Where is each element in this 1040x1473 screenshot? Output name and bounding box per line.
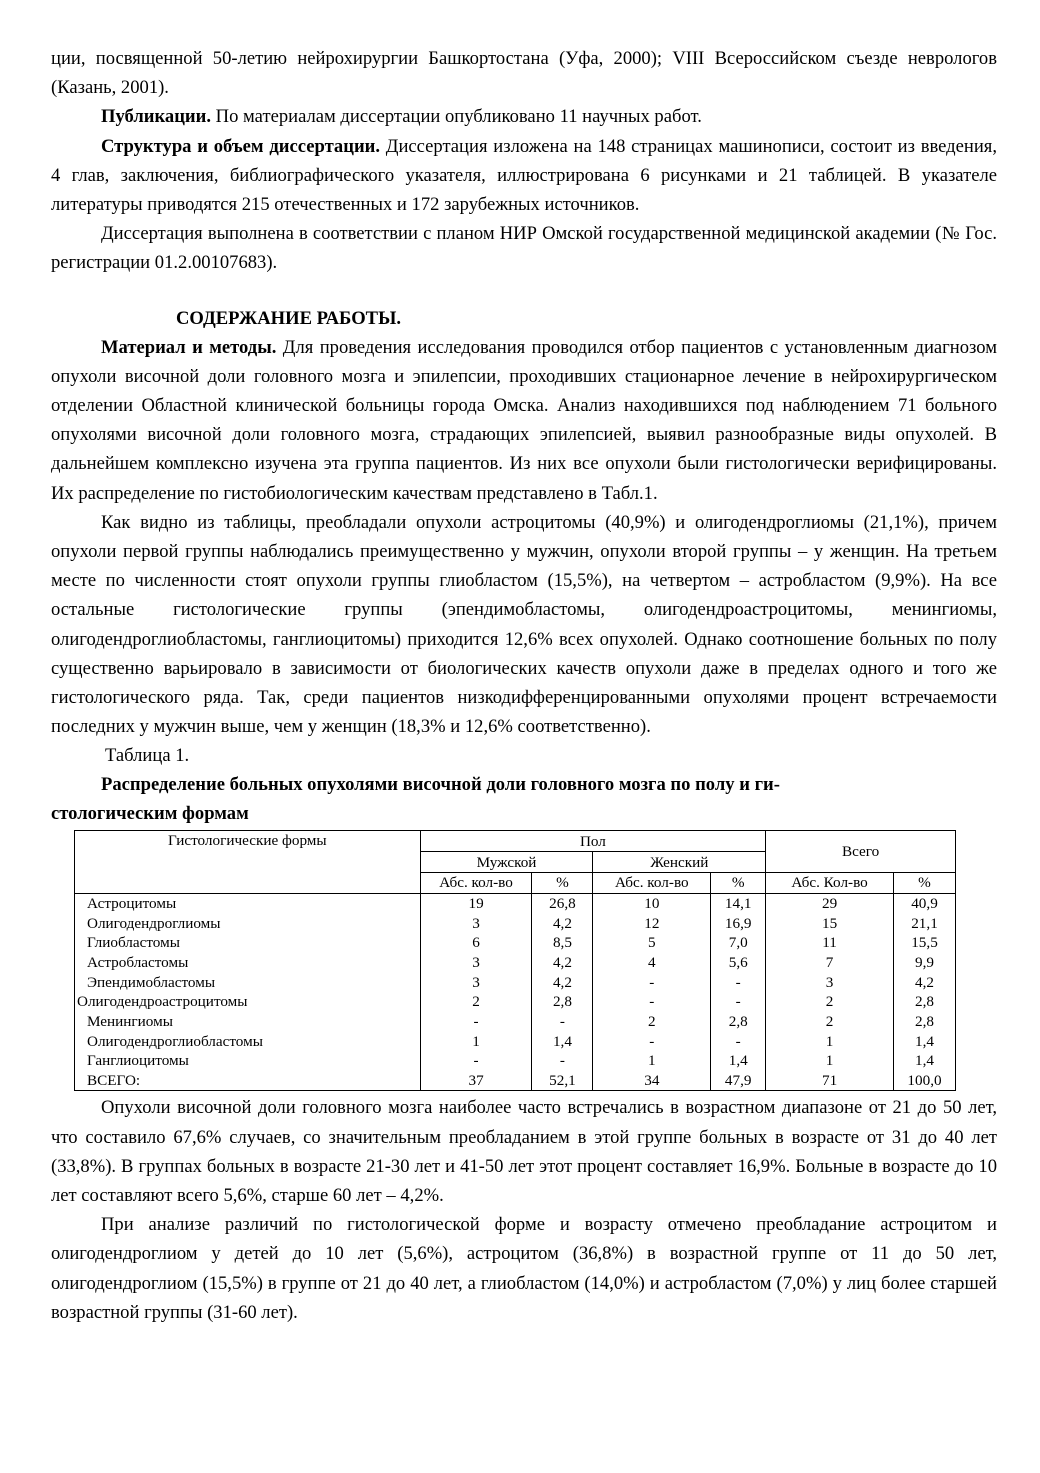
cell-total-pct: 40,9	[893, 893, 955, 913]
table-row	[75, 1012, 956, 1032]
cell-female-pct: -	[711, 1031, 766, 1051]
cell-total-pct: 100,0	[893, 1071, 955, 1091]
table-body	[75, 893, 956, 1091]
cell-male-abs: 3	[420, 913, 532, 933]
cell-female-pct: 1,4	[711, 1051, 766, 1071]
cell-total-abs: 3	[766, 972, 894, 992]
cell-male-abs: 2	[420, 992, 532, 1012]
document-page	[51, 44, 997, 1327]
cell-female-pct: 2,8	[711, 1012, 766, 1032]
cell-total-abs: 2	[766, 1012, 894, 1032]
cell-total-abs: 2	[766, 992, 894, 1012]
cell-male-pct: 2,8	[532, 992, 593, 1012]
cell-male-pct: -	[532, 1012, 593, 1032]
structure-heading: Структура и объем диссертации.	[101, 135, 381, 157]
header-female-abs: Абс. кол-во	[593, 872, 711, 893]
cell-female-pct: 7,0	[711, 933, 766, 953]
cell-female-abs: 34	[593, 1071, 711, 1091]
cell-female-pct: -	[711, 972, 766, 992]
cell-total-pct: 15,5	[893, 933, 955, 953]
table-title-line2: стологическим формам	[51, 803, 249, 825]
header-total: Всего	[766, 831, 956, 872]
cell-male-abs: 6	[420, 933, 532, 953]
cell-form-name: Ганглиоцитомы	[75, 1051, 421, 1071]
cell-total-abs: 15	[766, 913, 894, 933]
cell-male-pct: 4,2	[532, 953, 593, 973]
cell-female-abs: 1	[593, 1051, 711, 1071]
cell-form-name: Астробластомы	[75, 953, 421, 973]
cell-female-abs: 12	[593, 913, 711, 933]
table-row	[75, 1031, 956, 1051]
header-female-pct: %	[711, 872, 766, 893]
cell-female-pct: 14,1	[711, 893, 766, 913]
header-histological-forms: Гистологические формы	[75, 831, 421, 893]
cell-male-pct: 26,8	[532, 893, 593, 913]
cell-form-name: Астроцитомы	[75, 893, 421, 913]
table-label: Таблица 1.	[105, 745, 190, 767]
publications-heading: Публикации.	[101, 106, 212, 128]
cell-male-abs: 3	[420, 972, 532, 992]
cell-male-abs: 19	[420, 893, 532, 913]
cell-form-name: Олигодендроглиобластомы	[75, 1031, 421, 1051]
cell-form-name: ВСЕГО:	[75, 1071, 421, 1091]
header-male-abs: Абс. кол-во	[420, 872, 532, 893]
paragraph-publications	[51, 102, 997, 131]
header-male: Мужской	[420, 852, 593, 873]
table-row	[75, 992, 956, 1012]
cell-female-abs: 5	[593, 933, 711, 953]
header-total-abs: Абс. Кол-во	[766, 872, 894, 893]
cell-female-pct: 16,9	[711, 913, 766, 933]
table-row	[75, 933, 956, 953]
cell-form-name: Глиобластомы	[75, 933, 421, 953]
distribution-table	[74, 830, 956, 1091]
paragraph-methods	[51, 333, 997, 508]
methods-heading: Материал и методы.	[101, 336, 277, 358]
cell-female-pct: 5,6	[711, 953, 766, 973]
table-row	[75, 953, 956, 973]
cell-female-pct: -	[711, 992, 766, 1012]
cell-male-abs: 3	[420, 953, 532, 973]
cell-total-abs: 11	[766, 933, 894, 953]
cell-female-abs: 4	[593, 953, 711, 973]
cell-total-pct: 9,9	[893, 953, 955, 973]
cell-total-abs: 1	[766, 1051, 894, 1071]
cell-total-pct: 1,4	[893, 1031, 955, 1051]
cell-male-pct: 4,2	[532, 913, 593, 933]
paragraph-age-distribution: Опухоли височной доли головного мозга наиболее часто встречались в возрастном диапазоне от 21 до 50 лет, что составило 67,6% случаев, со значительным преобладанием в этой группе больных в возрасте от 31 до 40 лет (33,8%). В группах больных в возрасте 21-30 лет и 41-50 лет этот процент составляет 16,9%. Больные в возрасте до 10 лет составляют всего 5,6%, старше 60 лет – 4,2%.	[51, 1097, 997, 1207]
paragraph-structure	[51, 132, 997, 220]
cell-total-pct: 21,1	[893, 913, 955, 933]
header-total-pct: %	[893, 872, 955, 893]
cell-total-pct: 1,4	[893, 1051, 955, 1071]
cell-female-abs: -	[593, 972, 711, 992]
table-row	[75, 893, 956, 913]
cell-total-pct: 2,8	[893, 992, 955, 1012]
cell-form-name: Олигодендроглиомы	[75, 913, 421, 933]
cell-total-pct: 4,2	[893, 972, 955, 992]
cell-total-abs: 7	[766, 953, 894, 973]
cell-total-abs: 29	[766, 893, 894, 913]
cell-male-abs: -	[420, 1012, 532, 1032]
methods-text: Для проведения исследования проводился отбор пациентов с установленным диагнозом опухоли височной доли головного мозга и эпилепсии, проходивших стационарное лечение в нейрохирургическом отделении Областной клинической больницы города Омска. Анализ находившихся под наблюдением 71 больного опухолями височной доли головного мозга, страдающих эпилепсией, выявил разнообразные виды опухолей. В дальнейшем комплексно изучена эта группа пациентов. Из них все опухоли были гистологически верифицированы. Их распределение по гистобиологическим качествам представлено в Табл.1.	[51, 336, 997, 504]
cell-form-name: Менингиомы	[75, 1012, 421, 1032]
cell-form-name: Эпендимобластомы	[75, 972, 421, 992]
cell-male-abs: 1	[420, 1031, 532, 1051]
header-female: Женский	[593, 852, 766, 873]
cell-male-abs: 37	[420, 1071, 532, 1091]
cell-male-pct: -	[532, 1051, 593, 1071]
structure-text: Диссертация изложена на 148 страницах машинописи, состоит из введения, 4 глав, заключения, библиографического указателя, иллюстрирована 6 рисунками и 21 таблицей. В указателе литературы приводятся 215 отечественных и 172 зарубежных источников.	[51, 135, 997, 216]
table-row	[75, 972, 956, 992]
table-row	[75, 1051, 956, 1071]
paragraph-age-histology: При анализе различий по гистологической форме и возрасту отмечено преобладание астроцитом и олигодендроглиом у детей до 10 лет (5,6%), астроцитом (36,8%) в возрастной группе от 11 до 50 лет, олигодендроглиом (15,5%) в группе от 21 до 40 лет, а глиобластом (14,0%) и астробластом (7,0%) у лиц более старшей возрастной группы (31-60 лет).	[51, 1214, 997, 1323]
cell-female-abs: -	[593, 1031, 711, 1051]
table-header-row-1	[75, 831, 956, 852]
table-title	[51, 770, 997, 828]
cell-female-abs: 2	[593, 1012, 711, 1032]
paragraph-research-plan: Диссертация выполнена в соответствии с планом НИР Омской государственной медицинской академии (№ Гос. регистрации 01.2.00107683).	[51, 223, 997, 274]
table-row	[75, 1071, 956, 1091]
cell-male-pct: 52,1	[532, 1071, 593, 1091]
cell-total-pct: 2,8	[893, 1012, 955, 1032]
cell-female-abs: -	[593, 992, 711, 1012]
header-sex: Пол	[420, 831, 766, 852]
cell-male-pct: 4,2	[532, 972, 593, 992]
cell-total-abs: 71	[766, 1071, 894, 1091]
cell-male-abs: -	[420, 1051, 532, 1071]
cell-female-pct: 47,9	[711, 1071, 766, 1091]
publications-text: По материалам диссертации опубликовано 11 научных работ.	[211, 106, 702, 128]
cell-male-pct: 8,5	[532, 933, 593, 953]
cell-female-abs: 10	[593, 893, 711, 913]
header-male-pct: %	[532, 872, 593, 893]
cell-form-name: Олигодендроастроцитомы	[75, 992, 421, 1012]
table-row	[75, 913, 956, 933]
paragraph-conferences: ции, посвященной 50-летию нейрохирургии Башкортостана (Уфа, 2000); VIII Всероссийском съезде неврологов (Казань, 2001).	[51, 48, 997, 99]
section-title: СОДЕРЖАНИЕ РАБОТЫ.	[176, 307, 401, 329]
cell-male-pct: 1,4	[532, 1031, 593, 1051]
cell-total-abs: 1	[766, 1031, 894, 1051]
table-title-line1: Распределение больных опухолями височной доли головного мозга по полу и ги-	[101, 774, 780, 796]
paragraph-table-discussion: Как видно из таблицы, преобладали опухоли астроцитомы (40,9%) и олигодендроглиомы (21,1%), причем опухоли первой группы наблюдались преимущественно у мужчин, опухоли второй группы – у женщин. На третьем месте по численности стоят опухоли группы глиобластом (15,5%), на четвертом – астробластом (9,9%). На все остальные гистологические группы (эпендимобластомы, олигодендроастроцитомы, менингиомы, олигодендроглиобластомы, ганглиоцитомы) приходится 12,6% всех опухолей. Однако соотношение больных по полу существенно варьировало в зависимости от биологических качеств опухоли даже в пределах одного и того же гистологического ряда. Так, среди пациентов низкодифференцированными опухолями процент встречаемости последних у мужчин выше, чем у женщин (18,3% и 12,6% соответственно).	[51, 511, 997, 738]
